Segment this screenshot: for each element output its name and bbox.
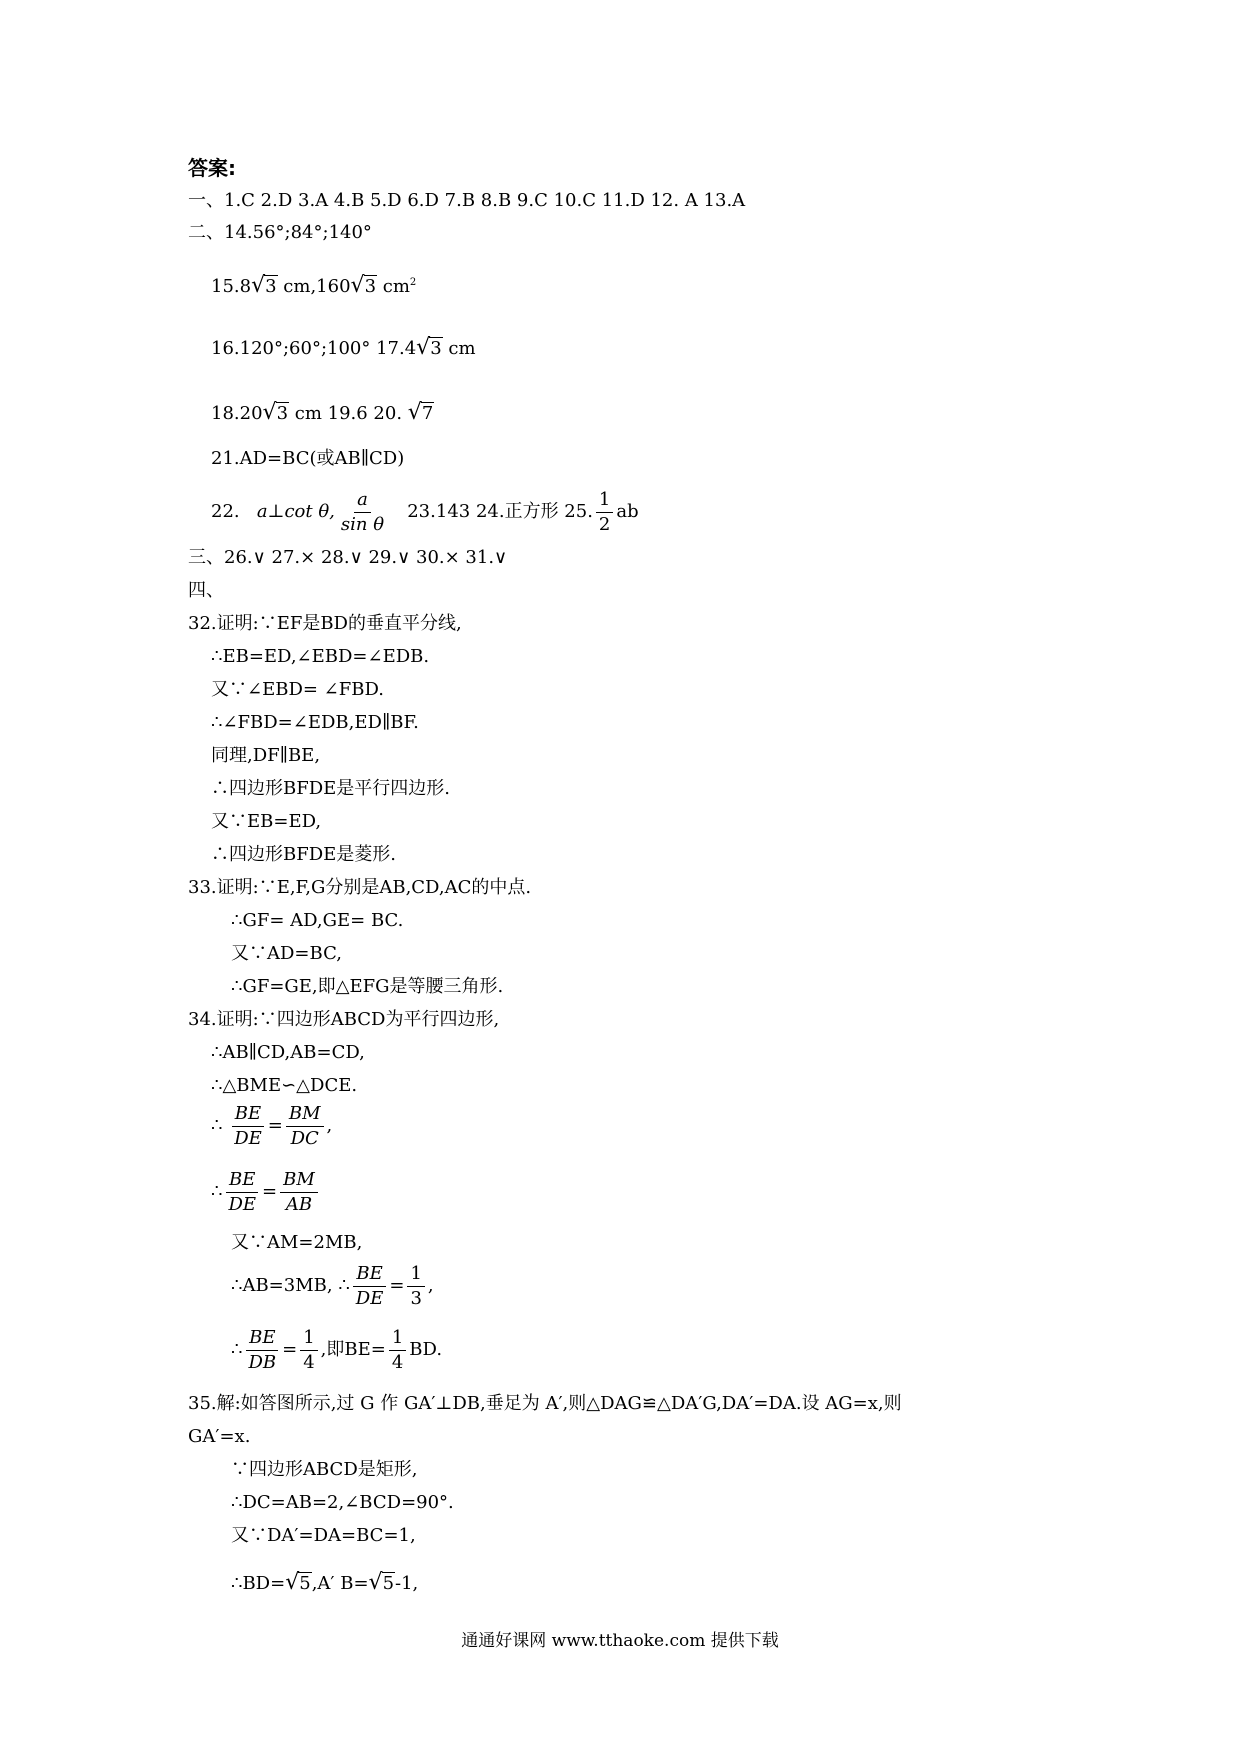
q25-fraction: $\frac{1}{2}$ [596,488,613,537]
q23-q25: 23.143 24.正方形 25. [407,501,593,522]
p34-line: 又∵AM=2MB, [231,1232,363,1253]
p35-minus-one: -1, [395,1573,419,1594]
p34-ratio-4: ∴ $\frac{BE}{DB}$ = $\frac{1}{4}$ ,即BE= $\frac{1}{4}$ BD. [231,1326,443,1373]
p34-line: ∴△BME∽△DCE. [211,1075,358,1096]
therefore-symbol: ∴ [338,1275,350,1296]
p33-line: 33.证明:∵E,F,G分别是AB,CD,AC的中点. [188,877,532,898]
section-3: 三、26.∨ 27.× 28.∨ 29.∨ 30.× 31.∨ [188,547,508,568]
p34-ratio-3: ∴AB=3MB, ∴ $\frac{BE}{DE}$ = $\frac{1}{3}$ , [231,1262,434,1309]
p35-bd-line [231,1572,418,1595]
p32-line: ∴∠FBD=∠EDB,ED∥BF. [211,712,419,733]
p34-line: ∴AB∥CD,AB=CD, [211,1042,365,1063]
p32-line: 同理,DF∥BE, [211,745,321,766]
q17-unit: cm [448,338,476,359]
p33-line: ∴GF= AD,GE= BC. [231,910,404,931]
q18-b: cm 19.6 20. [294,403,403,424]
q15-sup: 2 [409,277,417,288]
therefore-symbol: ∴ [211,1181,223,1202]
fraction-one-third: $\frac{1}{3}$ [407,1262,424,1311]
p34-ab-3mb: ∴AB=3MB, [231,1275,333,1296]
q18-q20 [211,402,434,425]
fraction-bm-ab: $\frac{BM}{AB}$ [280,1168,318,1217]
q16: 16.120°;60°;100° 17.4 [211,338,417,359]
p35-line: GA′=x. [188,1426,251,1447]
answer-title: 答案: [188,156,236,180]
p35-line: ∵四边形ABCD是矩形, [231,1459,418,1480]
p32-line: ∴四边形BFDE是菱形. [211,844,397,865]
sqrt-5: √5 [368,1570,395,1595]
q22-fraction: $\frac{a}{\text{sin θ}}$ [340,488,385,535]
fraction-one-quarter: $\frac{1}{4}$ [300,1326,317,1375]
therefore-symbol: ∴ [211,1115,223,1136]
q16-q17 [211,337,476,360]
q22-expr: a⊥cot θ, [256,501,335,522]
sqrt-3: √3 [262,400,289,425]
sqrt-5: √5 [285,1570,311,1595]
p32-line: 又∵EB=ED, [211,811,322,832]
q15-b: cm,160 [283,276,351,297]
fraction-be-de: $\frac{BE}{DE}$ [353,1262,387,1311]
p34-conclusion-b: BD. [409,1339,443,1360]
p33-line: 又∵AD=BC, [231,943,342,964]
fraction-be-db: $\frac{BE}{DB}$ [245,1326,279,1375]
p32-line: 32.证明:∵EF是BD的垂直平分线, [188,613,462,634]
q22-label: 22. [211,501,240,522]
p35-bd: ∴BD= [231,1573,286,1594]
q25-ab: ab [616,501,639,522]
section-1-choices: 一、1.C 2.D 3.A 4.B 5.D 6.D 7.B 8.B 9.C 10.C 11.D 12. A 13.A [188,190,746,211]
comma: , [427,1275,434,1296]
footer-credit: 通通好课网 www.tthaoke.com 提供下载 [461,1631,779,1651]
p33-line: ∴GF=GE,即△EFG是等腰三角形. [231,976,504,997]
q15 [211,272,416,298]
comma: , [326,1115,333,1136]
fraction-be-de: $\frac{BE}{DE}$ [225,1168,259,1217]
therefore-symbol: ∴ [231,1339,243,1360]
p34-ratio-1: ∴ $\frac{BE}{DE}$ = $\frac{BM}{DC}$ , [211,1102,333,1149]
fraction-one-quarter: $\frac{1}{4}$ [389,1326,406,1375]
p34-line: 34.证明:∵四边形ABCD为平行四边形, [188,1009,500,1030]
section-4: 四、 [188,580,224,601]
p34-conclusion-a: ,即BE= [320,1339,386,1360]
fraction-be-de: $\frac{BE}{DE}$ [231,1102,265,1151]
p32-line: ∴四边形BFDE是平行四边形. [211,778,451,799]
p35-line: 35.解:如答图所示,过 G 作 GA′⊥DB,垂足为 A′,则△DAG≌△DA′G,DA′=DA.设 AG=x,则 [188,1393,902,1414]
sqrt-7: √7 [407,400,434,425]
sqrt-3: √3 [350,273,377,298]
p32-line: 又∵∠EBD= ∠FBD. [211,679,384,700]
q15-c: cm [382,276,410,297]
sqrt-3: √3 [251,273,277,298]
q15-a: 15.8 [211,276,252,297]
q18-a: 18.20 [211,403,263,424]
q22-q25 [211,484,639,540]
p35-line: 又∵DA′=DA=BC=1, [231,1525,416,1546]
p35-line: ∴DC=AB=2,∠BCD=90°. [231,1492,454,1513]
p32-line: ∴EB=ED,∠EBD=∠EDB. [211,646,430,667]
sqrt-3: √3 [416,335,442,360]
p35-ab: ,A′ B= [311,1573,369,1594]
p34-ratio-2: ∴ $\frac{BE}{DE}$ = $\frac{BM}{AB}$ [211,1162,321,1222]
fraction-bm-dc: $\frac{BM}{DC}$ [286,1102,324,1151]
q21: 21.AD=BC(或AB∥CD) [211,448,405,469]
section-2-q14: 二、14.56°;84°;140° [188,222,372,243]
